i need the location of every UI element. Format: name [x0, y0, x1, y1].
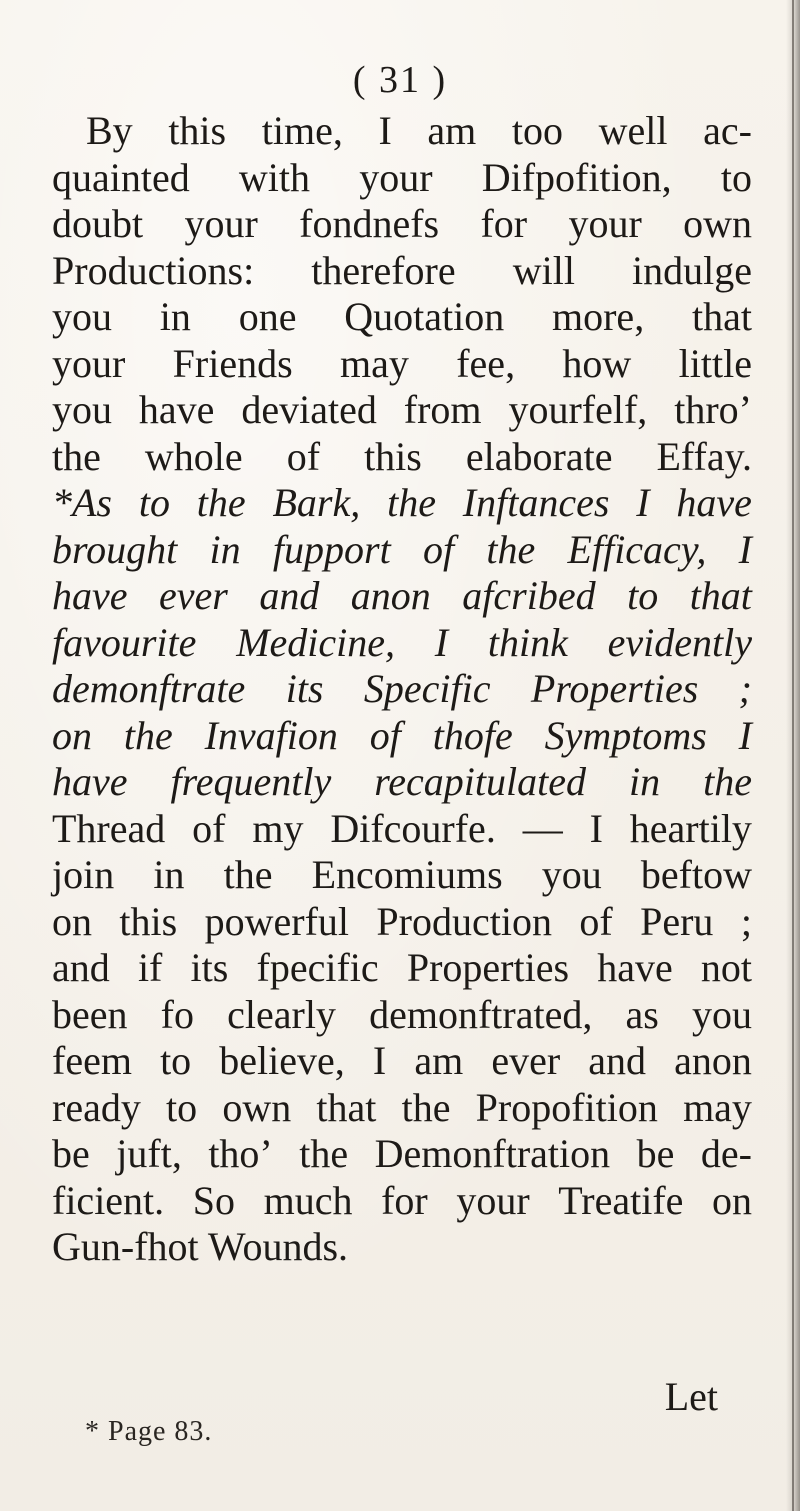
page-edge-line	[792, 0, 794, 1511]
quotation-line: *As to the Bark, the Inftances I have	[52, 480, 752, 525]
text-line: and if its fpecific Properties have not	[52, 945, 752, 990]
text-line: on this powerful Production of Peru ;	[52, 898, 752, 944]
text-line: Thread of my Difcourfe. — I heartily	[52, 805, 752, 851]
text-line: Gun-fhot Wounds.	[52, 1224, 349, 1269]
text-line: By this time, I am too well ac-	[86, 108, 752, 153]
text-line: feem to believe, I am ever and anon	[52, 1038, 752, 1083]
text-line: you in one Quotation more, that	[52, 294, 752, 339]
text-line: Productions: therefore will indulge	[52, 247, 752, 293]
text-line: ficient. So much for your Treatife on	[52, 1177, 752, 1223]
text-line: be juft, tho’ the Demonftration be de-	[52, 1131, 752, 1176]
body-text	[52, 108, 752, 1271]
text-line: been fo clearly demonftrated, as you	[52, 991, 752, 1037]
quotation-line: have frequently recapitulated in the	[52, 759, 752, 804]
quotation-line: on the Invafion of thofe Symptoms I	[52, 712, 752, 758]
text-line: the whole of this elaborate Effay.	[52, 433, 752, 479]
text-line: join in the Encomiums you beftow	[52, 852, 752, 897]
text-line: your Friends may fee, how little	[52, 340, 752, 386]
text-line: ready to own that the Propofition may	[52, 1084, 752, 1130]
page-number: ( 31 )	[352, 59, 448, 101]
text-line: you have deviated from yourfelf, thro’	[52, 387, 752, 432]
footnote: * Page 83.	[85, 1416, 213, 1447]
quotation-line: have ever and anon afcribed to that	[52, 573, 752, 618]
quotation-line: favourite Medicine, I think evidently	[52, 619, 752, 665]
catchword: Let	[664, 1374, 718, 1419]
quotation-line: brought in fupport of the Efficacy, I	[52, 526, 752, 572]
quotation-line: demonftrate its Specific Properties ;	[52, 666, 752, 711]
text-line: doubt your fondnefs for your own	[52, 201, 752, 246]
text-line: quainted with your Difpofition, to	[52, 154, 752, 200]
